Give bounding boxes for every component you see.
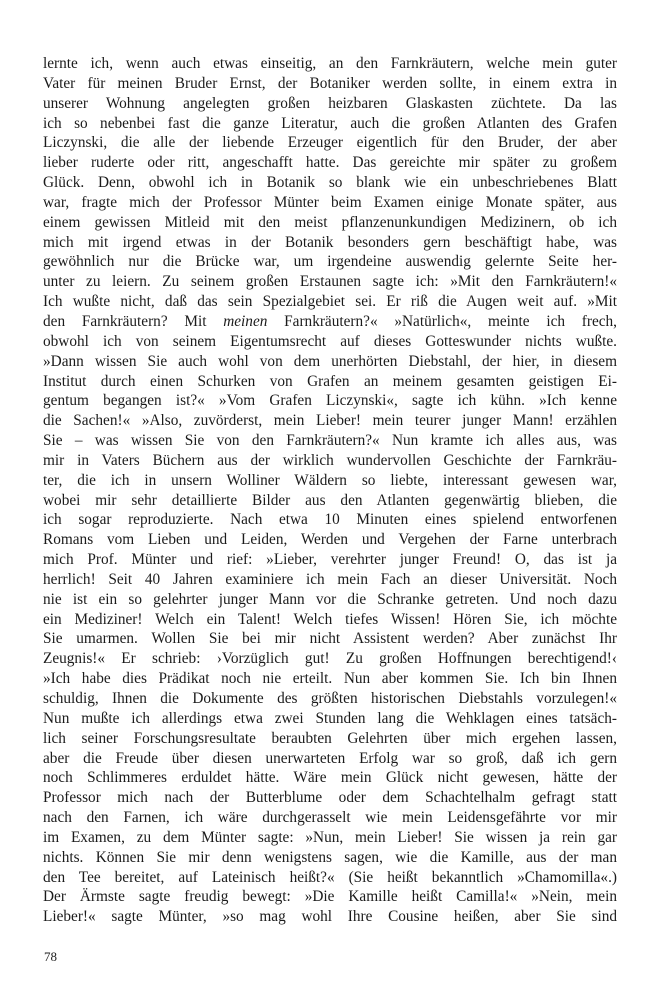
text-segment: mir in Vaters Büchern aus der wirklich wundervollen Geschichte der Farnkräu- <box>43 451 617 469</box>
text-line <box>43 788 617 808</box>
text-line <box>43 272 617 292</box>
text-line <box>43 114 617 134</box>
text-line <box>43 153 617 173</box>
text-segment: Vater für meinen Bruder Ernst, der Botaniker werden sollte, in einem extra in <box>43 74 617 92</box>
text-line <box>43 510 617 530</box>
text-segment: Ich wußte nicht, daß das sein Spezialgebiet sei. Er riß die Augen weit auf. »Mit <box>43 293 617 311</box>
text-segment: lich seiner Forschungsresultate beraubten Gelehrten über mich ergehen lassen, <box>43 729 617 747</box>
text-segment: Professor mich nach der Butterblume oder dem Schachtelhalm gefragt statt <box>43 789 617 807</box>
text-line <box>43 54 617 74</box>
text-segment: gewöhnlich nur die Brücke war, um irgendeine auswendig gelernte Seite her- <box>43 253 617 271</box>
text-line <box>43 173 617 193</box>
text-line <box>43 471 617 491</box>
text-segment: Liczynski, die alle der liebende Erzeuger eigentlich für den Bruder, der aber <box>43 134 617 152</box>
text-line <box>43 133 617 153</box>
text-segment: unter zu leiern. Zu seinem großen Erstaunen sagte ich: »Mit den Farnkräutern!« <box>43 273 617 291</box>
text-segment: im Examen, zu dem Münter sagte: »Nun, mein Lieber! Sie wissen ja rein gar <box>43 828 617 846</box>
text-line <box>43 629 617 649</box>
text-line <box>43 252 617 272</box>
text-segment: unserer Wohnung angelegten großen heizbaren Glaskasten züchtete. Da las <box>43 94 617 112</box>
text-segment: die Sachen!« »Also, zuvörderst, mein Lieber! mein teurer junger Mann! erzählen <box>43 412 617 430</box>
text-line <box>43 808 617 828</box>
text-segment: mich Prof. Münter und rief: »Lieber, verehrter junger Freund! O, das ist ja <box>43 551 617 569</box>
text-line <box>43 411 617 431</box>
text-line <box>43 372 617 392</box>
text-segment: ich so nebenbei fast die ganze Literatur, auch die großen Atlanten des Grafen <box>43 114 617 132</box>
text-line <box>43 590 617 610</box>
text-segment: Sie – was wissen Sie von den Farnkräutern?« Nun kramte ich alles aus, was <box>43 432 617 450</box>
text-line <box>43 233 617 253</box>
text-line <box>43 868 617 888</box>
text-segment: ich sogar reproduzierte. Nach etwa 10 Minuten eines spielend entworfenen <box>43 511 617 529</box>
text-segment: war, fragte mich der Professor Münter beim Examen einige Monate später, aus <box>43 193 617 211</box>
page-number: 78 <box>44 949 57 964</box>
text-segment: herrlich! Seit 40 Jahren examiniere ich mein Fach an dieser Universität. Noch <box>43 570 617 588</box>
text-line <box>43 689 617 709</box>
text-segment: Farnkräutern?« »Natürlich«, meinte ich frech, <box>267 312 617 330</box>
text-line <box>43 491 617 511</box>
text-line <box>43 332 617 352</box>
text-segment: lieber ruderte oder ritt, angeschafft hatte. Das gereichte mir später zu großem <box>43 154 617 172</box>
text-line <box>43 193 617 213</box>
text-line <box>43 649 617 669</box>
text-line <box>43 848 617 868</box>
text-line <box>43 550 617 570</box>
text-segment: Sie umarmen. Wollen Sie bei mir nicht Assistent werden? Aber zunächst Ihr <box>43 630 617 648</box>
text-line <box>43 570 617 590</box>
text-segment: Der Ärmste sagte freudig bewegt: »Die Kamille heißt Camilla!« »Nein, mein <box>43 888 617 906</box>
text-line <box>43 312 617 332</box>
text-line <box>43 887 617 907</box>
text-segment: noch Schlimmeres erduldet hätte. Wäre mein Glück nicht gewesen, hätte der <box>43 769 617 787</box>
text-line <box>43 828 617 848</box>
text-segment: Zeugnis!« Er schrieb: ›Vorzüglich gut! Zu großen Hoffnungen berechtigend!‹ <box>43 650 617 668</box>
text-line <box>43 94 617 114</box>
text-segment: Romans vom Lieben und Leiden, Werden und Vergehen der Farne unterbrach <box>43 531 617 549</box>
text-segment: den Tee bereitet, auf Lateinisch heißt?« (Sie heißt bekanntlich »Chamomilla«.) <box>43 868 617 886</box>
text-line <box>43 431 617 451</box>
text-segment: Nun mußte ich allerdings etwa zwei Stunden lang die Wehklagen eines tatsäch- <box>43 709 617 727</box>
text-segment: mich mit irgend etwas in der Botanik besonders gern beschäftigt habe, was <box>43 233 617 251</box>
text-line <box>43 213 617 233</box>
text-segment: nach den Farnen, ich wäre durchgerasselt wie mein Leidensgefährte vor mir <box>43 809 617 827</box>
emphasized-word: meinen <box>223 312 268 330</box>
text-line <box>43 74 617 94</box>
text-segment: gentum begangen ist?« »Vom Grafen Liczynski«, sagte ich kühn. »Ich kenne <box>43 392 617 410</box>
text-line <box>43 352 617 372</box>
text-segment: »Dann wissen Sie auch wohl von dem unerhörten Diebstahl, der hier, in diesem <box>43 352 617 370</box>
text-line <box>43 768 617 788</box>
text-segment: einem gewissen Mitleid mit den meist pflanzenunkundigen Medizinern, ob ich <box>43 213 617 231</box>
text-segment: nie ist ein so gelehrter junger Mann vor die Schranke getreten. Und noch dazu <box>43 590 617 608</box>
text-segment: Institut durch einen Schurken von Grafen an meinem gesamten geistigen Ei- <box>43 372 617 390</box>
text-line <box>43 292 617 312</box>
text-segment: wobei mir sehr detaillierte Bilder aus den Atlanten gegenwärtig blieben, die <box>43 491 617 509</box>
text-line <box>43 391 617 411</box>
text-segment: schuldig, Ihnen die Dokumente des größten historischen Diebstahls vorzulegen!« <box>43 690 617 707</box>
text-segment: den Farnkräutern? Mit <box>43 312 224 330</box>
text-line <box>43 530 617 550</box>
text-segment: Lieber!« sagte Münter, »so mag wohl Ihre Cousine heißen, aber Sie sind <box>43 908 617 926</box>
text-line <box>43 907 617 927</box>
text-line <box>43 451 617 471</box>
text-segment: ter, die ich in unsern Wolliner Wäldern so liebte, interessant gewesen war, <box>43 471 617 489</box>
text-line <box>43 709 617 729</box>
text-segment: Glück. Denn, obwohl ich in Botanik so blank wie ein unbeschriebenes Blatt <box>43 174 617 192</box>
text-segment: nichts. Können Sie mir denn wenigstens sagen, wie die Kamille, aus der man <box>43 848 617 866</box>
text-line <box>43 669 617 689</box>
text-segment: »Ich habe dies Prädikat noch nie erteilt. Nun aber kommen Sie. Ich bin Ihnen <box>43 670 617 688</box>
text-segment: lernte ich, wenn auch etwas einseitig, an den Farnkräutern, welche mein guter <box>43 55 617 72</box>
page-text-block <box>43 54 617 927</box>
text-segment: obwohl ich von seinem Eigentumsrecht auf dieses Gotteswunder nichts wußte. <box>43 332 617 350</box>
text-line <box>43 610 617 630</box>
text-segment: aber die Freude über diesen unerwarteten Erfolg war so groß, daß ich gern <box>43 749 617 767</box>
text-line <box>43 749 617 769</box>
text-line <box>43 729 617 749</box>
text-segment: ein Mediziner! Welch ein Talent! Welch tiefes Wissen! Hören Sie, ich möchte <box>43 610 617 628</box>
